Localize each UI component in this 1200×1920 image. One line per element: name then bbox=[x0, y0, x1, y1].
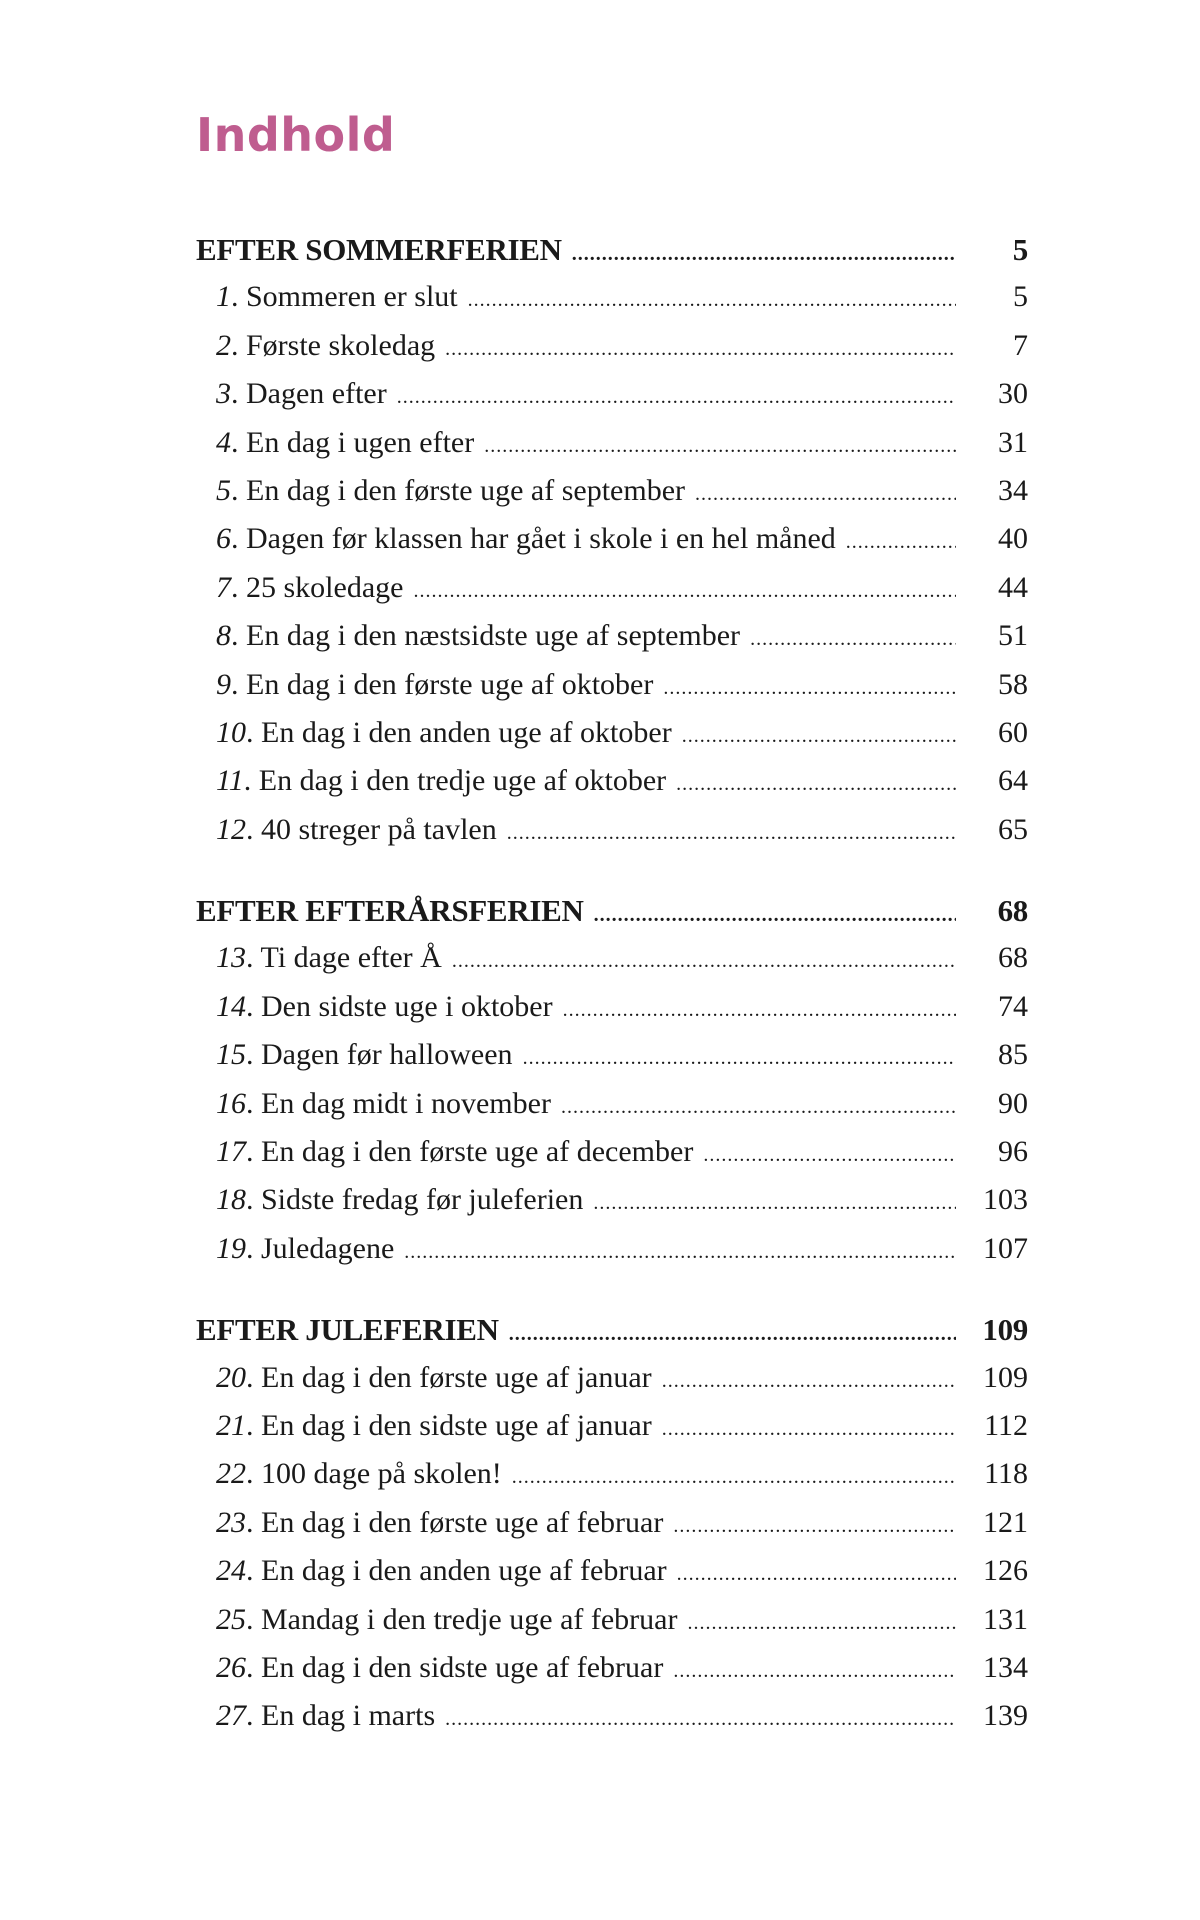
chapter-title: Dagen før halloween bbox=[261, 1038, 513, 1072]
chapter-number: 25 bbox=[216, 1602, 246, 1636]
chapter-title: En dag i den første uge af januar bbox=[261, 1360, 652, 1394]
toc-entry[interactable] bbox=[196, 377, 1028, 425]
chapter-number: 11 bbox=[216, 764, 244, 798]
chapter-title: Juledagene bbox=[261, 1231, 395, 1265]
chapter-number: 8 bbox=[216, 619, 231, 653]
entry-page-number: 90 bbox=[998, 1086, 1028, 1120]
dot-leader bbox=[593, 1192, 956, 1215]
section-heading-label: EFTER JULEFERIEN bbox=[196, 1312, 499, 1348]
toc-entry[interactable] bbox=[196, 329, 1028, 377]
chapter-title: En dag i den anden uge af oktober bbox=[261, 715, 672, 749]
chapter-number: 27 bbox=[216, 1699, 246, 1733]
section-heading[interactable] bbox=[196, 893, 1028, 941]
toc-section bbox=[196, 893, 1028, 1280]
entry-page-number: 96 bbox=[998, 1135, 1028, 1169]
chapter-number: 12 bbox=[216, 812, 246, 846]
chapter-number: 24 bbox=[216, 1554, 246, 1588]
dot-leader bbox=[687, 1612, 956, 1635]
entry-page-number: 5 bbox=[1013, 280, 1028, 314]
toc-entry[interactable] bbox=[196, 764, 1028, 812]
toc-entry[interactable] bbox=[196, 1603, 1028, 1651]
toc-entry[interactable] bbox=[196, 1554, 1028, 1602]
chapter-number: 4 bbox=[216, 425, 231, 459]
section-heading[interactable] bbox=[196, 1312, 1028, 1360]
dot-leader bbox=[413, 580, 956, 603]
dot-leader bbox=[561, 1096, 956, 1119]
chapter-title: En dag i ugen efter bbox=[246, 425, 475, 459]
dot-leader bbox=[682, 725, 956, 748]
chapter-title: 100 dage på skolen! bbox=[261, 1457, 502, 1491]
entry-label: 4. En dag i ugen efter bbox=[216, 425, 475, 459]
dot-leader bbox=[523, 1047, 956, 1070]
chapter-title: Sidste fredag før juleferien bbox=[261, 1183, 584, 1217]
entry-label: 15. Dagen før halloween bbox=[216, 1038, 513, 1072]
entry-page-number: 64 bbox=[998, 764, 1028, 798]
entry-page-number: 134 bbox=[983, 1650, 1028, 1684]
entry-page-number: 131 bbox=[983, 1602, 1028, 1636]
chapter-title: En dag i den sidste uge af januar bbox=[261, 1408, 652, 1442]
chapter-number: 20 bbox=[216, 1360, 246, 1394]
entry-label: 3. Dagen efter bbox=[216, 377, 387, 411]
entry-page-number: 7 bbox=[1013, 328, 1028, 362]
entry-label: 13. Ti dage efter Å bbox=[216, 941, 442, 975]
toc-entry[interactable] bbox=[196, 1361, 1028, 1409]
chapter-title: En dag i den første uge af september bbox=[246, 473, 685, 507]
section-page-number: 109 bbox=[982, 1312, 1028, 1348]
entry-page-number: 65 bbox=[998, 812, 1028, 846]
toc-entry[interactable] bbox=[196, 1232, 1028, 1280]
entry-label: 7. 25 skoledage bbox=[216, 570, 404, 604]
chapter-title: En dag i den tredje uge af oktober bbox=[258, 764, 667, 798]
toc-entry[interactable] bbox=[196, 1038, 1028, 1086]
chapter-number: 17 bbox=[216, 1135, 246, 1169]
chapter-number: 18 bbox=[216, 1183, 246, 1217]
entry-label: 10. En dag i den anden uge af oktober bbox=[216, 715, 672, 749]
chapter-number: 10 bbox=[216, 715, 246, 749]
toc-entry[interactable] bbox=[196, 1506, 1028, 1554]
dot-leader bbox=[572, 243, 956, 266]
dot-leader bbox=[673, 1515, 956, 1538]
entry-label: 19. Juledagene bbox=[216, 1231, 395, 1265]
table-of-contents bbox=[196, 232, 1028, 1780]
entry-page-number: 121 bbox=[983, 1505, 1028, 1539]
toc-entry[interactable] bbox=[196, 716, 1028, 764]
chapter-number: 14 bbox=[216, 989, 246, 1023]
entry-label: 23. En dag i den første uge af februar bbox=[216, 1505, 664, 1539]
entry-label: 21. En dag i den sidste uge af januar bbox=[216, 1408, 652, 1442]
entry-label: 26. En dag i den sidste uge af februar bbox=[216, 1650, 664, 1684]
entry-label: 20. En dag i den første uge af januar bbox=[216, 1360, 652, 1394]
toc-entry[interactable] bbox=[196, 426, 1028, 474]
dot-leader bbox=[445, 338, 956, 361]
entry-label: 14. Den sidste uge i oktober bbox=[216, 989, 553, 1023]
entry-page-number: 126 bbox=[983, 1554, 1028, 1588]
entry-label: 24. En dag i den anden uge af februar bbox=[216, 1554, 667, 1588]
chapter-title: Mandag i den tredje uge af februar bbox=[261, 1602, 678, 1636]
section-page-number: 68 bbox=[997, 893, 1028, 929]
dot-leader bbox=[703, 1144, 956, 1167]
dot-leader bbox=[663, 677, 956, 700]
dot-leader bbox=[662, 1418, 956, 1441]
toc-entry[interactable] bbox=[196, 1651, 1028, 1699]
dot-leader bbox=[484, 435, 956, 458]
toc-entry[interactable] bbox=[196, 813, 1028, 861]
chapter-title: En dag i den første uge af december bbox=[261, 1135, 694, 1169]
entry-page-number: 118 bbox=[984, 1457, 1028, 1491]
dot-leader bbox=[404, 1241, 956, 1264]
toc-entry[interactable] bbox=[196, 990, 1028, 1038]
chapter-title: 40 streger på tavlen bbox=[261, 812, 497, 846]
chapter-number: 22 bbox=[216, 1457, 246, 1491]
dot-leader bbox=[695, 483, 956, 506]
toc-entry[interactable] bbox=[196, 668, 1028, 716]
chapter-title: Dagen efter bbox=[246, 377, 387, 411]
chapter-number: 3 bbox=[216, 377, 231, 411]
entry-label: 17. En dag i den første uge af december bbox=[216, 1135, 694, 1169]
dot-leader bbox=[445, 1708, 956, 1731]
entry-label: 6. Dagen før klassen har gået i skole i en hel måned bbox=[216, 522, 836, 556]
toc-entry[interactable] bbox=[196, 1087, 1028, 1135]
chapter-title: En dag i den første uge af februar bbox=[261, 1505, 664, 1539]
toc-entry[interactable] bbox=[196, 1699, 1028, 1747]
dot-leader bbox=[452, 950, 956, 973]
dot-leader bbox=[397, 386, 956, 409]
toc-entry[interactable] bbox=[196, 474, 1028, 522]
entry-page-number: 68 bbox=[998, 941, 1028, 975]
section-heading-label: EFTER EFTERÅRSFERIEN bbox=[196, 893, 584, 929]
chapter-number: 7 bbox=[216, 570, 231, 604]
chapter-number: 16 bbox=[216, 1086, 246, 1120]
dot-leader bbox=[750, 628, 956, 651]
dot-leader bbox=[468, 289, 956, 312]
entry-label: 16. En dag midt i november bbox=[216, 1086, 551, 1120]
chapter-title: En dag midt i november bbox=[261, 1086, 551, 1120]
toc-entry[interactable] bbox=[196, 571, 1028, 619]
chapter-title: 25 skoledage bbox=[246, 570, 404, 604]
chapter-number: 6 bbox=[216, 522, 231, 556]
toc-entry[interactable] bbox=[196, 522, 1028, 570]
toc-section bbox=[196, 1312, 1028, 1748]
section-heading-label: EFTER SOMMERFERIEN bbox=[196, 232, 562, 267]
chapter-number: 26 bbox=[216, 1650, 246, 1684]
chapter-number: 13 bbox=[216, 941, 246, 975]
entry-page-number: 107 bbox=[983, 1231, 1028, 1265]
entry-page-number: 30 bbox=[998, 377, 1028, 411]
chapter-title: Dagen før klassen har gået i skole i en hel måned bbox=[246, 522, 836, 556]
chapter-number: 2 bbox=[216, 328, 231, 362]
entry-label: 11. En dag i den tredje uge af oktober bbox=[216, 764, 667, 798]
chapter-number: 1 bbox=[216, 280, 231, 314]
chapter-number: 9 bbox=[216, 667, 231, 701]
entry-label: 5. En dag i den første uge af september bbox=[216, 473, 685, 507]
entry-label: 18. Sidste fredag før juleferien bbox=[216, 1183, 584, 1217]
entry-page-number: 60 bbox=[998, 715, 1028, 749]
toc-entry[interactable] bbox=[196, 1409, 1028, 1457]
entry-page-number: 51 bbox=[998, 619, 1028, 653]
dot-leader bbox=[846, 531, 956, 554]
entry-page-number: 139 bbox=[983, 1699, 1028, 1733]
dot-leader bbox=[563, 999, 956, 1022]
toc-entry[interactable] bbox=[196, 941, 1028, 989]
chapter-title: En dag i den anden uge af februar bbox=[261, 1554, 667, 1588]
chapter-title: Ti dage efter Å bbox=[260, 941, 442, 975]
toc-section bbox=[196, 232, 1028, 861]
dot-leader bbox=[594, 904, 956, 927]
entry-page-number: 40 bbox=[998, 522, 1028, 556]
chapter-number: 15 bbox=[216, 1038, 246, 1072]
dot-leader bbox=[512, 1466, 956, 1489]
entry-page-number: 109 bbox=[983, 1360, 1028, 1394]
toc-entry[interactable] bbox=[196, 619, 1028, 667]
chapter-title: En dag i den sidste uge af februar bbox=[261, 1650, 664, 1684]
entry-page-number: 85 bbox=[998, 1038, 1028, 1072]
entry-label: 1. Sommeren er slut bbox=[216, 280, 458, 314]
entry-page-number: 34 bbox=[998, 473, 1028, 507]
dot-leader bbox=[507, 822, 956, 845]
entry-page-number: 74 bbox=[998, 989, 1028, 1023]
dot-leader bbox=[677, 1563, 956, 1586]
chapter-title: Første skoledag bbox=[246, 328, 436, 362]
toc-entry[interactable] bbox=[196, 1457, 1028, 1505]
entry-page-number: 103 bbox=[983, 1183, 1028, 1217]
chapter-number: 5 bbox=[216, 473, 231, 507]
entry-label: 9. En dag i den første uge af oktober bbox=[216, 667, 654, 701]
entry-label: 27. En dag i marts bbox=[216, 1699, 436, 1733]
entry-page-number: 31 bbox=[998, 425, 1028, 459]
page-title: Indhold bbox=[196, 108, 396, 162]
entry-page-number: 112 bbox=[984, 1408, 1028, 1442]
chapter-number: 23 bbox=[216, 1505, 246, 1539]
entry-page-number: 44 bbox=[998, 570, 1028, 604]
dot-leader bbox=[662, 1370, 956, 1393]
section-page-number: 5 bbox=[1012, 232, 1028, 267]
section-heading[interactable] bbox=[196, 232, 1028, 280]
chapter-title: Den sidste uge i oktober bbox=[261, 989, 553, 1023]
entry-label: 8. En dag i den næstsidste uge af september bbox=[216, 619, 741, 653]
entry-label: 12. 40 streger på tavlen bbox=[216, 812, 497, 846]
dot-leader bbox=[509, 1323, 956, 1346]
entry-label: 25. Mandag i den tredje uge af februar bbox=[216, 1602, 678, 1636]
toc-entry[interactable] bbox=[196, 1183, 1028, 1231]
dot-leader bbox=[673, 1660, 956, 1683]
toc-entry[interactable] bbox=[196, 1135, 1028, 1183]
entry-label: 22. 100 dage på skolen! bbox=[216, 1457, 502, 1491]
entry-label: 2. Første skoledag bbox=[216, 328, 436, 362]
chapter-number: 21 bbox=[216, 1408, 246, 1442]
chapter-title: En dag i den første uge af oktober bbox=[246, 667, 654, 701]
chapter-number: 19 bbox=[216, 1231, 246, 1265]
dot-leader bbox=[676, 773, 956, 796]
chapter-title: En dag i den næstsidste uge af september bbox=[246, 619, 741, 653]
chapter-title: En dag i marts bbox=[261, 1699, 436, 1733]
chapter-title: Sommeren er slut bbox=[246, 280, 458, 314]
toc-entry[interactable] bbox=[196, 280, 1028, 328]
entry-page-number: 58 bbox=[998, 667, 1028, 701]
